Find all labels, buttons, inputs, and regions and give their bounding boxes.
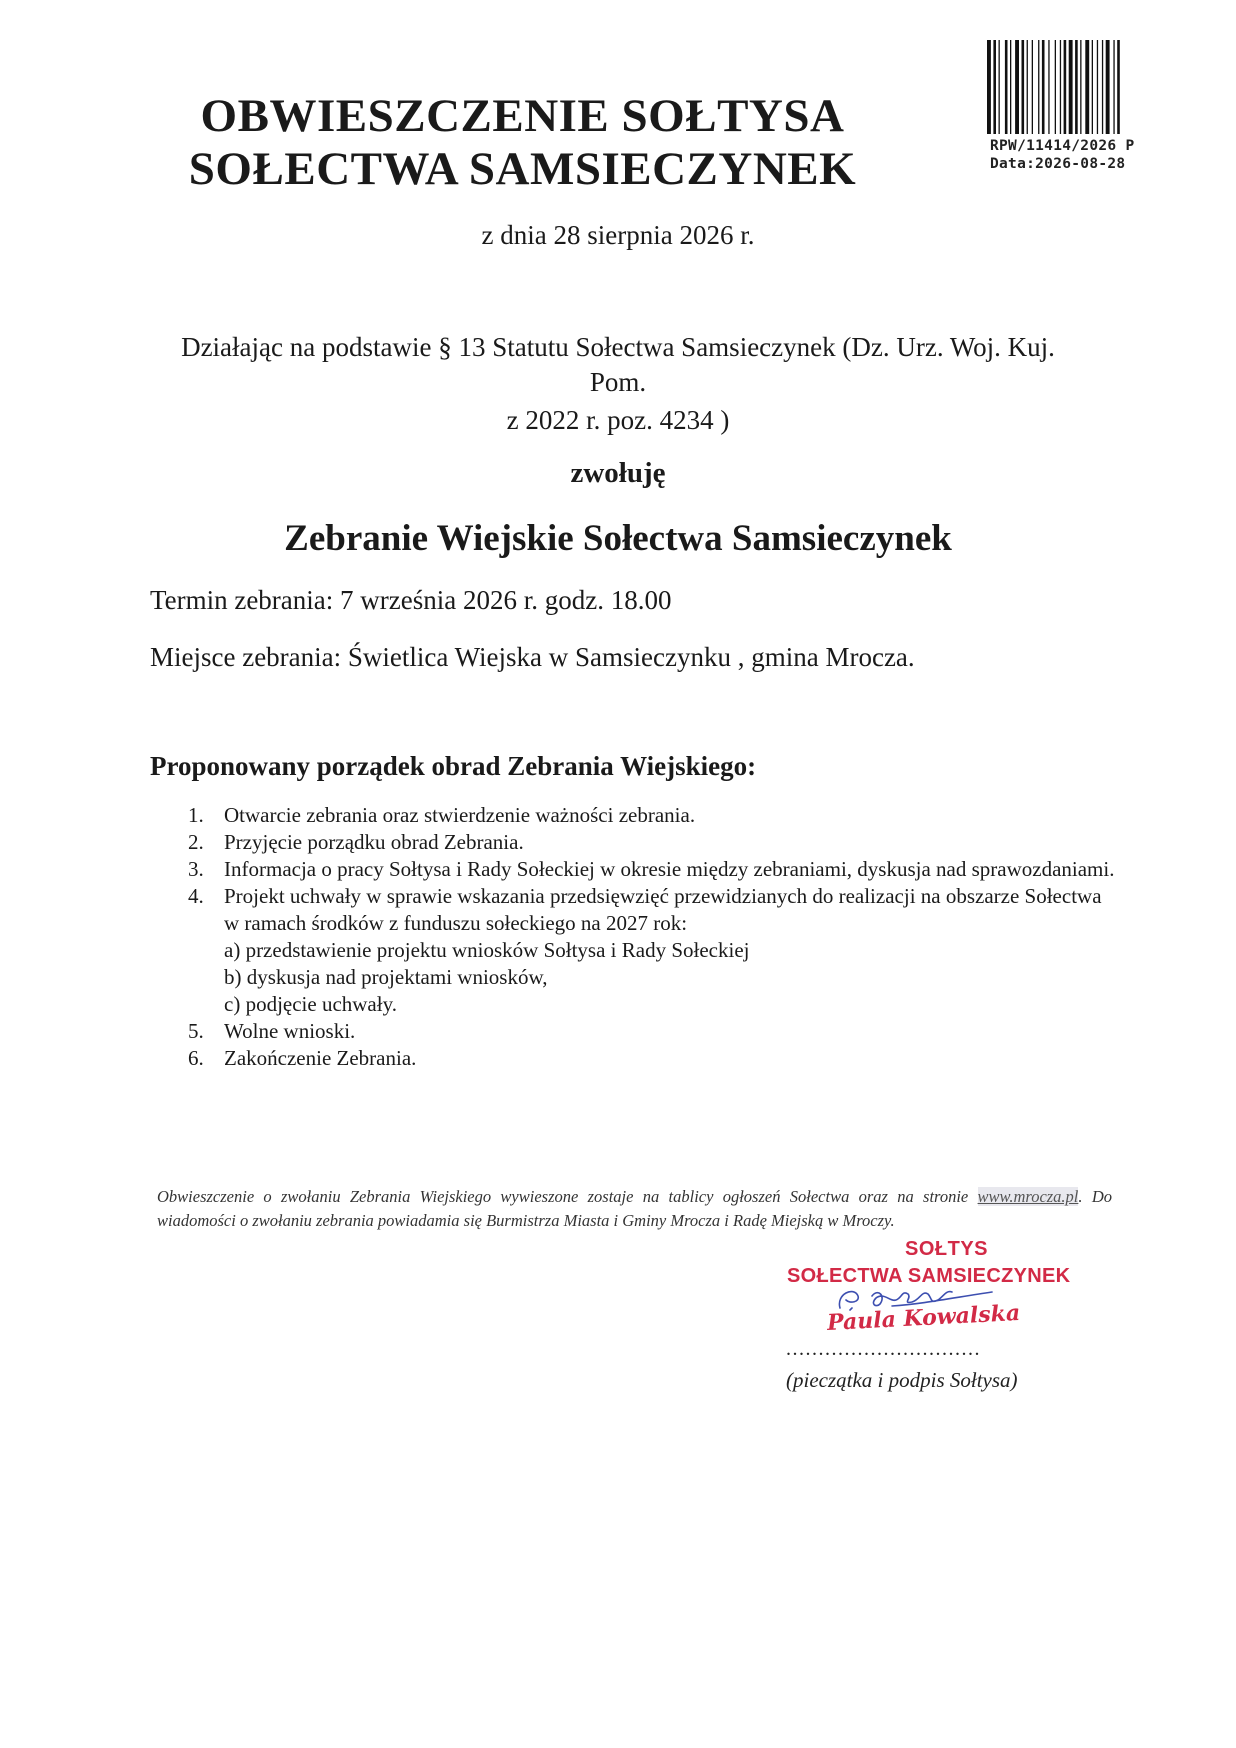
agenda-item-text: Zakończenie Zebrania.: [224, 1046, 417, 1070]
publication-notice: [157, 1185, 1112, 1233]
agenda-item-text-with-subitems: [224, 883, 1118, 1018]
agenda-item: [188, 883, 1118, 1018]
agenda-item: [188, 1018, 1118, 1045]
agenda-item: [188, 856, 1118, 883]
notice-title-line2: SOŁECTWA SAMSIECZYNEK: [188, 143, 857, 195]
registry-date: Data:2026-08-28: [990, 156, 1126, 172]
agenda-item-number: 1.: [188, 803, 204, 827]
agenda-item-text: Wolne wnioski.: [224, 1019, 356, 1043]
legal-basis-line2: Pom.: [589, 367, 647, 397]
stamp-signatory-name: Paula Kowalska: [826, 1299, 1021, 1337]
agenda-item-number: 2.: [188, 830, 204, 854]
agenda-item-text: Przyjęcie porządku obrad Zebrania.: [224, 830, 524, 854]
agenda-item: [188, 802, 1118, 829]
agenda-item: [188, 829, 1118, 856]
agenda-item-number: 3.: [188, 857, 204, 881]
registry-number: RPW/11414/2026 P: [990, 138, 1135, 154]
notice-text-part1: Obwieszczenie o zwołaniu Zebrania Wiejskiego wywieszone zostaje na tablicy ogłoszeń Sołectwa oraz na stronie: [157, 1187, 978, 1206]
convene-word: zwołuję: [570, 457, 666, 489]
agenda-item-number: 6.: [188, 1046, 204, 1070]
meeting-term: Termin zebrania: 7 września 2026 r. godz. 18.00: [150, 585, 672, 615]
agenda-item-text: Projekt uchwały w sprawie wskazania przedsięwzięć przewidzianych do realizacji na obszarze Sołectwa w ramach środków z funduszu sołeckiego na 2027 rok:: [224, 884, 1102, 935]
website-link[interactable]: www.mrocza.pl: [977, 1187, 1079, 1206]
agenda-item-number: 4.: [188, 884, 204, 908]
stamp-organization: SOŁECTWA SAMSIECZYNEK: [787, 1265, 1071, 1287]
signature-line: ..............................: [786, 1338, 981, 1360]
agenda-item-text: Informacja o pracy Sołtysa i Rady Sołeckiej w okresie między zebraniami, dyskusja nad sprawozdaniami.: [224, 857, 1115, 881]
agenda-subitem-a: a) przedstawienie projektu wniosków Sołtysa i Rady Sołeckiej: [224, 938, 750, 962]
agenda-heading: Proponowany porządek obrad Zebrania Wiejskiego:: [150, 751, 757, 781]
notice-date: z dnia 28 sierpnia 2026 r.: [481, 220, 755, 250]
agenda-subitem-b: b) dyskusja nad projektami wniosków,: [224, 965, 548, 989]
notice-title-line1: OBWIESZCZENIE SOŁTYSA: [200, 90, 845, 142]
signature-caption: (pieczątka i podpis Sołtysa): [786, 1368, 1018, 1392]
stamp-title: SOŁTYS: [905, 1238, 989, 1260]
agenda-item-number: 5.: [188, 1019, 204, 1043]
agenda-item: [188, 1045, 1118, 1072]
legal-basis-line1: Działając na podstawie § 13 Statutu Sołectwa Samsieczynek (Dz. Urz. Woj. Kuj.: [181, 332, 1055, 362]
agenda-subitem-c: c) podjęcie uchwały.: [224, 992, 397, 1016]
legal-basis-line3: z 2022 r. poz. 4234 ): [506, 405, 730, 435]
meeting-place: Miejsce zebrania: Świetlica Wiejska w Samsieczynku , gmina Mrocza.: [150, 642, 915, 672]
meeting-title: Zebranie Wiejskie Sołectwa Samsieczynek: [284, 518, 952, 559]
agenda-item-text: Otwarcie zebrania oraz stwierdzenie ważności zebrania.: [224, 803, 696, 827]
notice-text-part2: . Do wiadomości o zwołaniu zebrania powiadamia się Burmistrza Miasta i Gminy Mrocza i Radę Miejską w Mroczy.: [157, 1187, 1112, 1230]
agenda-list: [188, 802, 1118, 1072]
